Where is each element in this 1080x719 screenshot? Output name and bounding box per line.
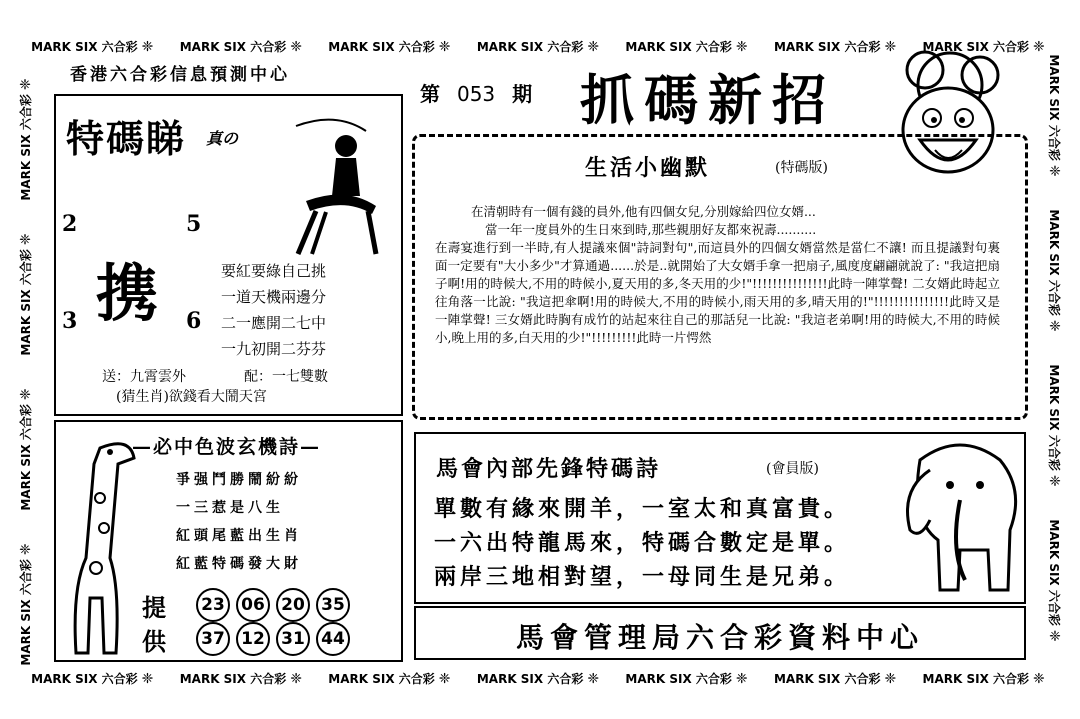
poem-line: 一三惹是八生 [176, 500, 284, 516]
mark-six-cn: 六合彩 [18, 94, 33, 131]
poem-line: 兩岸三地相對望，一母同生是兄弟。 [434, 564, 851, 590]
border-unit [1047, 519, 1064, 645]
big-character: 携 [96, 257, 159, 330]
mark-six-text: MARK SIX [18, 440, 33, 511]
title-suffix: 真の [206, 129, 239, 148]
period-number: 053 [456, 82, 496, 106]
number-5: 5 [186, 211, 202, 237]
period-label [420, 78, 532, 107]
star-icon: ❈ [141, 38, 154, 55]
poem-line: 爭强鬥勝鬧紛紛 [176, 472, 302, 488]
mark-six-cn: 六合彩 [1047, 434, 1062, 471]
humor-subtitle: (特碼版) [775, 160, 828, 176]
right-border [1044, 40, 1066, 660]
poem-line: 要紅要綠自己挑 [221, 262, 327, 280]
mark-six-cn: 六合彩 [250, 671, 287, 686]
center-name: 香港六合彩信息預測中心 [70, 65, 290, 85]
star-icon: ❈ [587, 670, 600, 687]
number-circle: 12 [236, 622, 270, 656]
border-unit [625, 38, 751, 55]
mark-six-text: MARK SIX [922, 39, 994, 54]
mark-six-text: MARK SIX [625, 39, 696, 54]
mark-six-text: MARK SIX [31, 39, 102, 54]
star-icon: ❈ [1033, 670, 1045, 687]
provide-label-bottom: 供 [142, 627, 166, 656]
border-unit [17, 229, 34, 355]
star-icon: ❈ [17, 233, 34, 246]
border-unit [774, 670, 900, 687]
star-icon: ❈ [884, 670, 897, 687]
border-unit [180, 38, 306, 55]
border-unit [17, 539, 34, 665]
star-icon: ❈ [17, 388, 34, 401]
mark-six-text: MARK SIX [476, 671, 548, 686]
border-unit [625, 670, 751, 687]
border-unit [31, 670, 157, 687]
number-3: 3 [62, 308, 78, 334]
color-poem-title: —必中色波玄機詩— [132, 436, 322, 458]
mark-six-cn: 六合彩 [18, 404, 33, 441]
vanguard-poem-title: 馬會內部先鋒特碼詩 [436, 456, 662, 482]
star-icon: ❈ [17, 543, 34, 556]
star-icon: ❈ [587, 38, 600, 55]
mark-six-cn: 六合彩 [844, 671, 881, 686]
star-icon: ❈ [1046, 474, 1063, 487]
number-circle: 37 [196, 622, 230, 656]
star-icon: ❈ [141, 670, 154, 687]
mark-six-cn: 六合彩 [101, 39, 138, 54]
poem-line: 一六出特龍馬來，特碼合數定是單。 [434, 530, 851, 556]
mark-six-cn: 六合彩 [398, 39, 435, 54]
number-circle: 20 [276, 588, 310, 622]
star-icon: ❈ [438, 670, 451, 687]
mark-six-text: MARK SIX [328, 671, 399, 686]
mark-six-text: MARK SIX [1047, 54, 1062, 125]
mark-six-cn: 六合彩 [1047, 279, 1062, 316]
giraffe-illustration [60, 428, 150, 656]
left-bottom-panel [54, 420, 403, 662]
humor-panel [412, 134, 1028, 420]
mark-six-text: MARK SIX [1047, 364, 1062, 435]
mark-six-cn: 六合彩 [695, 39, 732, 54]
left-top-poem [221, 258, 326, 362]
border-unit [477, 670, 603, 687]
mark-six-text: MARK SIX [328, 39, 399, 54]
vanguard-poem-subtitle: (會員版) [766, 461, 819, 477]
send-label: 送：九霄雲外 [102, 369, 186, 385]
humor-line: 當一年一度員外的生日來到時,那些親朋好友都來祝壽.......... [485, 222, 817, 237]
mark-six-text: MARK SIX [179, 671, 251, 686]
mark-six-text: MARK SIX [922, 671, 994, 686]
mark-six-text: MARK SIX [476, 39, 548, 54]
border-unit [1047, 364, 1064, 490]
vanguard-poem [434, 492, 850, 594]
poem-line: 紅藍特碼發大財 [176, 556, 302, 572]
star-icon: ❈ [438, 38, 451, 55]
poem-line: 紅頭尾藍出生肖 [176, 528, 302, 544]
star-icon: ❈ [884, 38, 897, 55]
star-icon: ❈ [290, 670, 302, 687]
star-icon: ❈ [735, 38, 748, 55]
mark-six-text: MARK SIX [179, 39, 251, 54]
number-2: 2 [62, 211, 78, 237]
mark-six-text: MARK SIX [31, 671, 102, 686]
mark-six-cn: 六合彩 [250, 39, 287, 54]
mark-six-text: MARK SIX [1047, 519, 1062, 590]
border-unit [328, 670, 454, 687]
mark-six-cn: 六合彩 [844, 39, 881, 54]
mark-six-cn: 六合彩 [547, 39, 584, 54]
period-prefix: 第 [420, 82, 440, 106]
mark-six-text: MARK SIX [18, 595, 33, 666]
star-icon: ❈ [1046, 319, 1063, 332]
match-label: 配：一七雙數 [244, 369, 328, 385]
mark-six-cn: 六合彩 [1047, 589, 1062, 626]
mark-six-text: MARK SIX [18, 285, 33, 356]
star-icon: ❈ [290, 38, 302, 55]
left-border [14, 60, 36, 680]
border-unit [17, 384, 34, 510]
border-unit [31, 38, 157, 55]
period-suffix: 期 [512, 82, 533, 106]
mark-six-text: MARK SIX [773, 39, 845, 54]
poem-line: 二一應開二七中 [221, 314, 327, 332]
number-circle: 44 [316, 622, 350, 656]
provide-label-top: 提 [142, 593, 166, 622]
mark-six-cn: 六合彩 [547, 671, 584, 686]
woman-illustration [276, 116, 386, 256]
border-unit [1047, 54, 1064, 180]
mark-six-cn: 六合彩 [695, 671, 732, 686]
main-title: 抓碼新招 [580, 68, 836, 132]
number-circle: 06 [236, 588, 270, 622]
poem-line: 一道天機兩邊分 [221, 288, 327, 306]
number-row-2 [196, 622, 356, 656]
number-6: 6 [186, 308, 202, 334]
left-top-panel [54, 94, 403, 416]
mark-six-text: MARK SIX [18, 130, 33, 201]
elephant-illustration [890, 430, 1035, 600]
mark-six-cn: 六合彩 [101, 671, 138, 686]
border-unit [180, 670, 306, 687]
humor-paragraph: 在壽宴進行到一半時,有人提議來個"詩詞對句",而這員外的四個女婿當然是當仁不讓! 而且提議對句裏面一定要有"大小多少"才算通過......於是..就開始了大女婿手拿一把扇子,風度度翩翩就說了: "我這把扇子啊!用的時候大,不用的時候小,夏天用的多,冬天用的少!"!!!!!!!!!!!!!!!此時一陣掌聲! 二女婿此時起立往角落一比說: "我這把傘啊!用的時候大,不用的時候小,雨天用的多,晴天用的!"!!!!!!!!!!!!!!!此時又是一陣掌聲! 三女婿此時胸有成竹的站起來往自己的那話兒一比說: "我這老弟啊!用的時候大,不用的時候小,晚上用的多,白天用的少!"!!!!!!!!!此時一片愕然 [435, 240, 1000, 345]
star-icon: ❈ [17, 78, 34, 91]
number-circle: 23 [196, 588, 230, 622]
bottom-border [20, 668, 1060, 688]
border-unit [17, 74, 34, 200]
mark-six-text: MARK SIX [625, 671, 696, 686]
mark-six-cn: 六合彩 [993, 671, 1030, 686]
poem-line: 一九初開二芬芬 [221, 340, 327, 358]
mark-six-cn: 六合彩 [993, 39, 1030, 54]
mark-six-cn: 六合彩 [398, 671, 435, 686]
mark-six-cn: 六合彩 [18, 249, 33, 286]
mark-six-text: MARK SIX [1047, 209, 1062, 280]
mark-six-cn: 六合彩 [18, 559, 33, 596]
star-icon: ❈ [1033, 38, 1045, 55]
footer-panel [414, 606, 1026, 660]
star-icon: ❈ [1046, 629, 1063, 642]
border-unit [328, 38, 454, 55]
poem-line: 單數有緣來開羊，一室太和真富貴。 [434, 496, 851, 522]
number-row-1 [196, 588, 356, 622]
border-unit [923, 670, 1049, 687]
humor-line: 在清朝時有一個有錢的員外,他有四個女兒,分別嫁給四位女婿... [471, 204, 816, 219]
star-icon: ❈ [735, 670, 748, 687]
mark-six-cn: 六合彩 [1047, 124, 1062, 161]
riddle-text: (猜生肖)欲錢看大鬧天宮 [116, 389, 267, 405]
color-poem [176, 466, 302, 578]
number-circle: 35 [316, 588, 350, 622]
border-unit [477, 38, 603, 55]
number-circle: 31 [276, 622, 310, 656]
footer-title: 馬會管理局六合彩資料中心 [515, 621, 924, 654]
mark-six-text: MARK SIX [773, 671, 845, 686]
star-icon: ❈ [1046, 164, 1063, 177]
special-code-title: 特碼睇 [66, 116, 187, 161]
border-unit [1047, 209, 1064, 335]
humor-title: 生活小幽默 [585, 155, 711, 181]
